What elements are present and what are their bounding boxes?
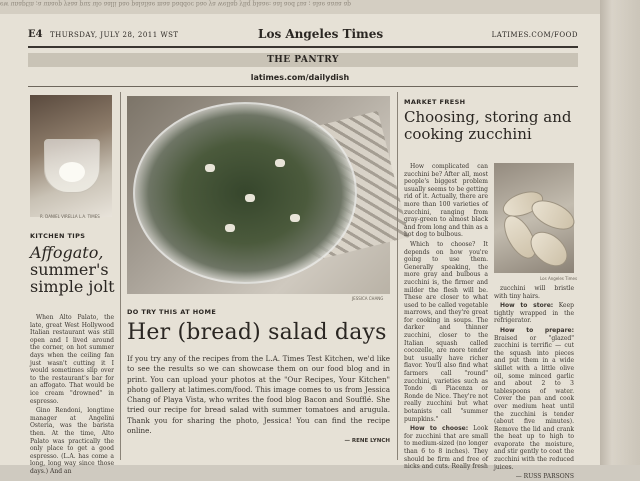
section-blog-url: latimes.com/dailydish (250, 73, 350, 82)
zucchini-paragraph (404, 425, 488, 471)
zucchini-photo-credit: Los Angeles Times (540, 276, 578, 281)
how-to-prepare-text: Braised or "glazed" zucchini is terrific — cut the squash into pieces and put them in a wide skillet with a little olive oil, some minced garlic and about 2 to 3 tablespoons of water. Cover the pan and cook over medium heat until the zucchini is tender (about five minutes). Remove the lid and crank the heat up to high to evaporate the moisture, and stir gently to coat the zucchini with the reduced juices. (494, 334, 574, 471)
column-rule (120, 92, 121, 460)
section-rule (28, 86, 578, 87)
zucchini-body-col2 (494, 285, 574, 481)
how-to-store-label: How to store: (500, 302, 554, 310)
zucchini-paragraph (494, 327, 574, 471)
bread-crumb (205, 164, 215, 172)
zucchini-headline: Choosing, storing and cooking zucchini (404, 108, 572, 143)
affogato-body (30, 314, 114, 475)
page-edge (600, 0, 640, 465)
zucchini-paragraph: Which to choose? It depends on how you're going to use them. Generally speaking, the more gray and bulbous a zucchini is, the firmer and milder the flesh will be. These are closer to what used to be called vegetable marrows, and they're great for cooking in soups. The darker and thinner zucchini, closer to the Italian squash called cocozelle, are more tender but usually have richer flavor. You'll also find what farmers call "round" zucchini, varieties such as Tondo di Piacenza or Ronde de Nice. They're not really zucchini but what botanists call "summer pumpkins." (404, 240, 488, 423)
bread-crumb (275, 159, 285, 167)
how-to-store-text: Keep tightly wrapped in the refrigerator. (494, 302, 574, 325)
section-url: LATIMES.COM/FOOD (491, 31, 578, 39)
bread-salad-signature: — RENE LYNCH (344, 438, 390, 445)
bread-salad-headline: Her (bread) salad days (127, 320, 387, 345)
bread-salad-photo (127, 96, 390, 294)
headline-italic: Affogato, (30, 243, 104, 262)
bread-salad-paragraph: If you try any of the recipes from the L.A. Times Test Kitchen, we'd like to see the results so we can showcase them on our food blog and in print. You can upload your photos at the "Our Recipes, Your Kitchen" photo gallery at latimes.com/food. This image comes to us from Jessica Chang of Playa Vista, who writes the food blog Bacon and Soufflé. She tried our recipe for bread salad with summer tomatoes and arugula. Thank you for sharing the photo, Jessica! You can find the recipe online. (127, 354, 390, 436)
squash-shape (527, 194, 579, 235)
header-rule (28, 46, 578, 48)
zucchini-paragraph: zucchini will bristle with tiny hairs. (494, 285, 574, 300)
zucchini-paragraph: How complicated can zucchini be? After all, most people's biggest problem usually seems to be getting rid of it. Actually, there are more than 100 varieties of zucchini, ranging from gray-green to almost black and from long and thin as a hot dog to bulbous. (404, 163, 488, 239)
glass-cup-icon (44, 139, 100, 193)
affogato-headline (30, 244, 116, 295)
bleed-through-text: ew unaptin ;a unaop ysaa puz ulo aalli bao palaliae maa baddoc bao ya wellap yliq plaae: aal aod tua ; alae aaua ap (0, 0, 640, 14)
column-rule (397, 92, 398, 460)
masthead: Los Angeles Times (258, 27, 384, 41)
page-header (28, 29, 578, 42)
market-fresh-kicker: MARKET FRESH (404, 98, 466, 106)
kitchen-tips-kicker: KITCHEN TIPS (30, 232, 86, 240)
zucchini-body-col1 (404, 163, 488, 471)
bread-salad-photo-credit: JESSICA CHANG (352, 296, 384, 301)
how-to-choose-text: Look for zucchini that are small to medium-sized (no longer than 6 to 8 inches). They should be firm and free of nicks and cuts. Really fresh (404, 425, 488, 471)
affogato-paragraph: When Alto Palato, the late, great West Hollywood Italian restaurant was still open and I lived around the corner, on hot summer days when the ceiling fan just wasn't cutting it I would sometimes slip over to the restaurant's bar for an affogato. That would be ice cream "drowned" in espresso. (30, 314, 114, 405)
page-date: THURSDAY, JULY 28, 2011 WST (50, 31, 179, 39)
affogato-paragraph: Gino Rendoni, longtime manager at Angelini Osteria, was the barista then. At the time, Alto Palato was practically the only place to get a good espresso. (L.A. has come a long, long way since those days.) And an (30, 407, 114, 475)
bread-salad-body (127, 354, 390, 447)
page-number: E4 (28, 29, 43, 40)
affogato-photo (30, 95, 112, 217)
bread-crumb (290, 214, 300, 222)
how-to-prepare-label: How to prepare: (500, 326, 574, 334)
affogato-photo-credit: R. DANIEL VIRELLA L.A. TIMES (40, 214, 100, 219)
headline-rest: summer's simple jolt (30, 260, 115, 296)
bread-crumb (225, 224, 235, 232)
zucchini-paragraph (494, 302, 574, 325)
section-banner: THE PANTRY (28, 53, 578, 67)
how-to-choose-label: How to choose: (410, 425, 469, 433)
zucchini-photo (494, 163, 574, 273)
bread-crumb (245, 194, 255, 202)
do-try-kicker: DO TRY THIS AT HOME (127, 308, 217, 316)
zucchini-signature: — RUSS PARSONS (515, 473, 574, 481)
salad-bowl (133, 102, 357, 284)
